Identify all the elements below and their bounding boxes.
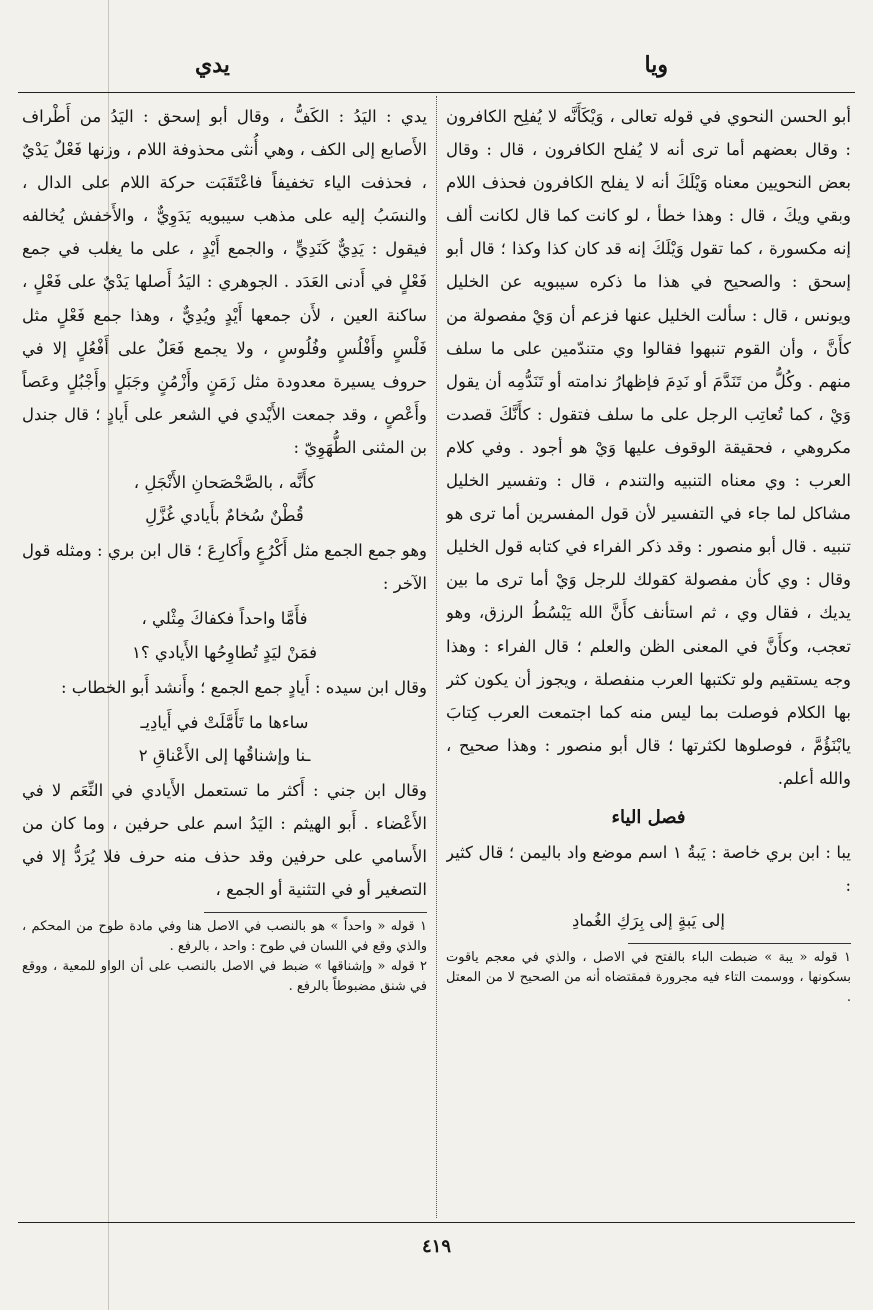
page-number: ٤١٩ xyxy=(421,1236,451,1257)
verse-2-line-2: فمَنْ ليَدٍ تُطاوِحُها الأَيادي ؟١ xyxy=(131,642,318,662)
left-paragraph-1: يدي : اليَدُ : الكَفُّ ، وقال أبو إسحق : اليَدُ من أَطْراف الأَصابع إلى الكف ، وهي أُنثى محذوفة اللام ، وزنها فَعْلٌ يَدْيٌ ، فحذفت الياء تخفيفاً فاعْتَقَبَت حركة اللام على الدال ، والنسَبُ إليه على مذهب سيبويه يَدَوِيٌّ ، والأَخفش يُخالفه فيقول : يَدِيٌّ كَنَدِيٍّ ، والجمع أَيْدٍ ، على ما يغلب في جمع فَعْلٍ في أَدنى العَدَد . الجوهري : اليَدُ أَصلها يَدْيٌ على فَعْلٍ ، ساكنة العين ، لأَن جمعها أَيْدٍ ويُدِيٌّ ، وهذا جمع فَعْلٍ مثل فَلْسٍ وأَفْلُسٍ وفُلُوسٍ ، ولا يجمع فَعَلٌ على أَفْعُلٍ إلا في حروف يسيرة معدودة مثل زَمَنٍ وأَزْمُنٍ وجَبَلٍ وأَجْبُلٍ وعَصاً وأَعْصٍ ، وقد جمعت الأَيْدي في الشعر على أَيادٍ ؛ قال جندل بن المثنى الطُّهَوِيّ : xyxy=(22,107,427,457)
verse-2 xyxy=(22,602,427,668)
left-paragraph-2: وهو جمع الجمع مثل أَكْرُعٍ وأَكارِعَ ؛ قال ابن بري : ومثله قول الآخر : xyxy=(22,541,427,594)
column-divider xyxy=(436,96,437,1218)
verse-1-line-2: قُطْنٌ سُخامٌ بأَيادي غُزَّلِ xyxy=(145,506,304,526)
right-column xyxy=(446,100,851,1215)
left-paragraph-3: وقال ابن سيده : أَيادٍ جمع الجمع ؛ وأَنشد أَبو الخطاب : xyxy=(60,677,427,697)
footnote-1: ١ قوله « واحداً » هو بالنصب في الاصل هنا وفي مادة طوح من المحكم ، والذي وقع في اللسان في طوح : واحد ، بالرفع . xyxy=(22,919,427,955)
entry-yaba: يبا : ابن بري خاصة : يَبةُ ١ اسم موضع واد باليمن ؛ قال كثير : xyxy=(446,843,851,896)
left-paragraph-4: وقال ابن جني : أَكثر ما تستعمل الأَيادي في النِّعَم لا في الأَعْضاء . أَبو الهيثم : اليَدُ اسم على حرفين ، وما كان من الأَسامي على حرفين وقد حذف منه حرف فلا يُرَدُّ إلا في التصغير أو في التثنية أو الجمع ، xyxy=(22,780,427,900)
verse-line: إلى يَبةٍ إلى بِرَكِ الغُمادِ xyxy=(572,911,725,931)
left-column xyxy=(22,100,427,1215)
right-paragraph: أبو الحسن النحوي في قوله تعالى ، وَيْكَأَنَّه لا يُفلِح الكافرون : وقال بعضهم أما ترى أنه لا يُفلح الكافرون ، قال : وقال بعض النحويين معناه وَيْلَكَ أنه لا يفلح الكافرون فحذف اللام وبقي ويكَ ، قال : وهذا خطأ ، لو كانت كما قال لكانت ألف إنه مكسورة ، كما تقول وَيْلَكَ إنه قد كان كذا وكذا ؛ قال أبو إسحق : والصحيح في هذا ما ذكره سيبويه عن الخليل ويونس ، قال : سألت الخليل عنها فزعم أن وَيْ مفصولة من كأَنَّ ، وأن القوم تنبهوا فقالوا وي متندّمين على ما سلف منهم . وكُلُّ من تَنَدَّمَ أو نَدِمَ فإظهارُ ندامته أو تَنَدُّمِه أن يقول وَيْ ، كما تُعاتِب الرجل على ما سلف فتقول : كأَنَّكَ قصدت مكروهي ، فحقيقة الوقوف عليها وَيْ هو أجود . وفي كلام العرب : وي معناه التنبيه والتندم ، قال : وتفسير الخليل مشاكل لما جاء في التفسير لأن قول المفسرين أما ترى هو تنبيه . قال أبو منصور : وقد ذكر الفراء في كتابه قول الخليل وقال : وي كأن مفصولة كقولك للرجل وَيْ أما ترى ما بين يديك ، فقال وي ، ثم استأنف كأَنَّ الله يَبْسُطُ الرزق، وهو تعجب، وكأَنَّ في المعنى الظن والعلم ؛ قال الفراء : وهذا وجه يستقيم ولو تكتبها العرب منفصلة ، ويجوز أن يكون كثر بها الكلام فوصلت بما ليس منه كما اجتمعت العرب كِتابَ يابْنَؤُمَّ ، فوصلوها لكثرتها ؛ قال أبو منصور : وهذا صحيح ، والله أعلم. xyxy=(446,107,851,788)
header-rule xyxy=(18,92,855,93)
footnote: ١ قوله « يبة » ضبطت الباء بالفتح في الاصل ، والذي في معجم ياقوت بسكونها ، ووسمت التاء فيه مجرورة فمقتضاه أنه من الصحيح لا من المعتل . xyxy=(446,950,851,1006)
footnote-rule xyxy=(628,943,851,944)
footnote-2: ٢ قوله « وإشناقها » ضبط في الاصل بالنصب على أن الواو للمعية ، ووقع في شنق مضبوطاً بالرفع . xyxy=(22,959,427,995)
verse-1-line-1: كأَنَّه ، بالصَّحْصَحانِ الأَنْجَلِ ، xyxy=(133,473,316,493)
verse-3-line-2: ـنا وإشناقُها إلى الأَعْناقِ ٢ xyxy=(138,745,311,765)
section-title: فصل الياء xyxy=(611,806,686,828)
verse-1 xyxy=(22,466,427,532)
verse-3-line-1: ساءها ما تَأَمَّلَتْ في أَيادِيـ xyxy=(140,712,309,732)
footer-rule xyxy=(18,1222,855,1223)
header-left-word: يدي xyxy=(195,52,230,78)
footnote-rule xyxy=(204,912,427,913)
verse-2-line-1: فأَمَّا واحداً فكفاكَ مِثْلي ، xyxy=(141,609,308,629)
verse-3 xyxy=(22,706,427,772)
header-right-word: ويا xyxy=(644,52,668,78)
